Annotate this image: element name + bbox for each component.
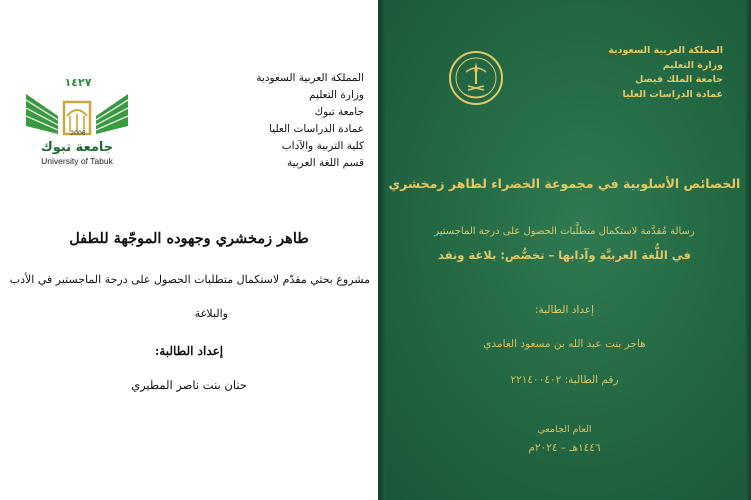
right-header-line: وزارة التعليم [662, 59, 723, 71]
right-student-id: رقم الطالبة: ٢٢١٤٠٠٤٠٢ [510, 374, 619, 386]
right-academic-year-label: العام الجامعي [537, 424, 592, 435]
right-academic-year-value: ١٤٤٦هـ – ٢٠٢٤م [528, 442, 601, 454]
left-prepared-by-label: إعداد الطالبة: [154, 344, 224, 358]
left-student-name: حنان بنت ناصر المطيري [131, 378, 247, 392]
university-of-tabuk-logo [18, 76, 136, 168]
right-student-name: هاجر بنت عبد الله بن مسعود الغامدي [483, 338, 646, 350]
right-thesis-title: الخصائص الأسلوبية في مجموعة الخضراء لطاهر زمخشري [388, 176, 741, 191]
left-description-line1: مشروع بحثي مقدّم لاستكمال متطلبات الحصول على درجة الماجستير في الأدب [9, 273, 370, 286]
left-description-line2: والبلاغة [194, 307, 228, 320]
left-header-line: عمادة الدراسات العليا [269, 123, 364, 135]
left-header-line: وزارة التعليم [309, 89, 364, 101]
right-header-line: جامعة الملك فيصل [635, 74, 723, 85]
right-header-line: المملكة العربية السعودية [608, 45, 723, 56]
logo-year-hijri: ١٤٢٧ [64, 76, 92, 89]
logo-emblem-icon [18, 86, 136, 148]
left-header-line: قسم اللغة العربية [286, 157, 364, 169]
left-header [256, 70, 364, 172]
left-header-line: المملكة العربية السعودية [256, 72, 364, 84]
logo-name-arabic: جامعة تبوك [40, 140, 114, 155]
right-header-line: عمادة الدراسات العليا [622, 88, 723, 100]
left-thesis-title: طاهر زمخشري وجهوده الموجّهة للطفل [69, 230, 309, 247]
left-header-line: كلية التربية والآداب [281, 140, 364, 152]
left-header-line: جامعة تبوك [314, 106, 364, 118]
logo-name-english: University of Tabuk [41, 156, 113, 166]
right-header [608, 44, 723, 102]
right-subtitle-line1: رسالة مُقدَّمة لاستكمال متطلَّبات الحصول على درجة الماجستير [434, 226, 695, 237]
logo-year-gregorian: 2006 [70, 130, 86, 137]
right-prepared-by-label: إعداد الطالبة: [534, 304, 595, 316]
right-subtitle-line2: في اللُّغة العربيَّة وآدابها – تخصُّص: بلاغة ونقد [438, 248, 691, 262]
king-faisal-university-seal-icon [448, 50, 504, 106]
